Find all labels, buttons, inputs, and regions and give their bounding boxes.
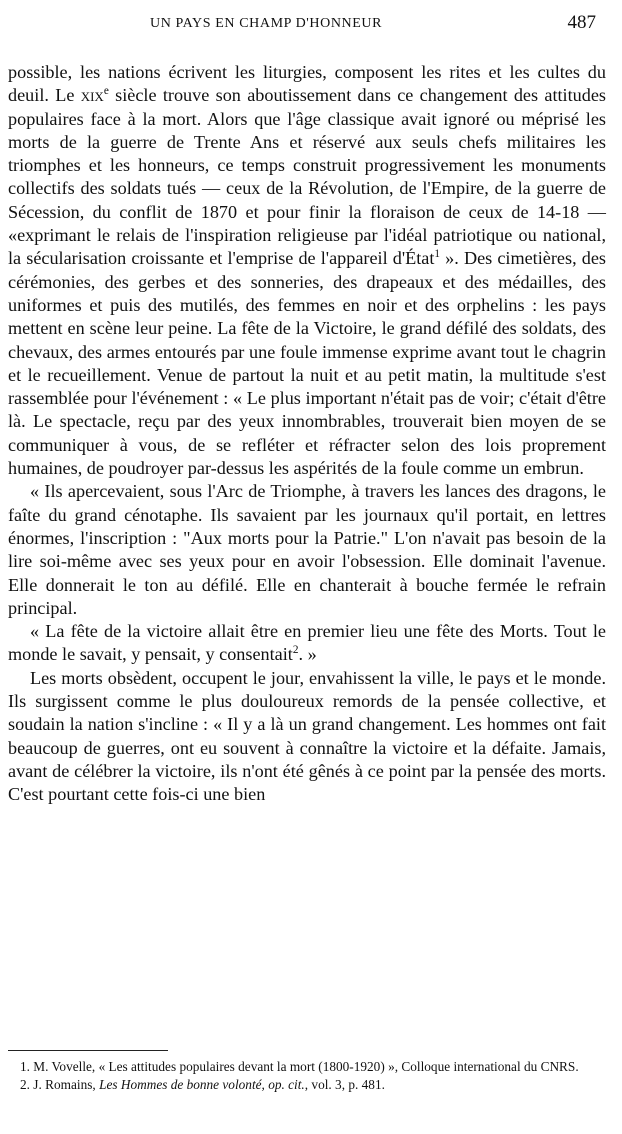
footnote-1-text: M. Vovelle, « Les attitudes populaires devant la mort (1800-1920) », Colloque international du CNRS. xyxy=(29,1059,579,1074)
footnote-2-title: Les Hommes de bonne volonté, op. cit. xyxy=(99,1076,305,1092)
footnote-1 xyxy=(8,1058,606,1076)
footnote-ref-1[interactable]: 1 xyxy=(434,248,441,261)
footnote-ref-2[interactable]: 2 xyxy=(292,644,299,657)
footnote-2-text-b: , vol. 3, p. 481. xyxy=(304,1076,385,1092)
footnote-2-number: 2. xyxy=(20,1076,30,1092)
running-head: UN PAYS EN CHAMP D'HONNEUR xyxy=(150,16,383,31)
page-number: 487 xyxy=(567,12,596,33)
paragraph-3-part-b: . » xyxy=(298,644,317,665)
paragraph-3-part-a: « La fête de la victoire allait être en premier lieu une fête des Morts. Tout le monde le savait, y pensait, y consentait xyxy=(8,621,606,665)
footnote-2 xyxy=(8,1076,606,1094)
century-superscript: e xyxy=(103,85,109,98)
century-numeral: xix xyxy=(80,85,104,106)
paragraph-1-part-b: siècle trouve son aboutissement dans ce changement des attitudes populaires face à la mort. Alors que l'âge classique avait ignoré ou méprisé les morts de la guerre de Trente Ans et réservé aux seuls chefs militaires les triomphes et les honneurs, ce temps construit progressivement les monuments collectifs des soldats tués — ceux de la Révolution, de l'Empire, de la guerre de Sécession, du conflit de 1870 et pour finir la floraison de ceux de 14-18 — «exprimant le relais de l'inspiration religieuse par l'idéal patriotique ou national, la sécularisation croissante et l'emprise de l'appareil d'État xyxy=(8,85,606,269)
body-text xyxy=(8,61,606,807)
paragraph-4: Les morts obsèdent, occupent le jour, envahissent la ville, le pays et le monde. Ils surgissent comme le plus douloureux remords de la pensée collective, et soudain la nation s'incline : « Il y a là un grand changement. Les hommes ont fait beaucoup de guerres, ont eu souvent à connaître la victoire et la défaite. Jamais, avant de célébrer la victoire, ils n'ont été gênés à ce point par la pensée des morts. C'est pourtant cette fois-ci une bien xyxy=(8,667,606,805)
footnote-1-number: 1. xyxy=(20,1059,30,1074)
paragraph-1 xyxy=(8,61,606,480)
footnote-divider xyxy=(8,1050,168,1051)
page-header xyxy=(0,10,622,40)
paragraph-2: « Ils apercevaient, sous l'Arc de Triomphe, à travers les lances des dragons, le faîte du grand cénotaphe. Ils savaient par les journaux qu'il portait, en lettres énormes, l'inscription : "Aux morts pour la Patrie." L'on n'avait pas besoin de la lire soi-même avec ses yeux pour en avoir l'obsession. Elle dominait l'avenue. Elle donnerait le ton au défilé. Elle en chanterait à bouche fermée le refrain principal. xyxy=(8,481,606,618)
footnotes xyxy=(8,1058,606,1093)
paragraph-1-part-c: ». Des cimetières, des cérémonies, des gerbes et des sonneries, des drapeaux et des médailles, des uniformes et puis des mutilés, des femmes en noir et des orphelins : les pays mettent en scène leur peine. La fête de la Victoire, le grand défilé des soldats, des chevaux, des armes entourés par une foule immense exprime avant tout le chagrin et le recueillement. Venue de partout la nuit et au petit matin, la multitude s'est rassemblée pour l'événement : « Le plus important n'était pas de voir; c'était d'être là. Le spectacle, reçu par des yeux innombrables, trouverait bien moyen de se communiquer à vous, de se refléter et réfracter selon des lois proprement humaines, de poudroyer par-dessus les aspérités de la foule comme un embrun. xyxy=(8,248,606,479)
paragraph-3 xyxy=(8,620,606,667)
paragraph-1-part-a: possible, les nations écrivent les liturgies, composent les rites et les cultes du deuil. Le xyxy=(8,62,606,106)
footnote-2-text-a: J. Romains, xyxy=(29,1076,100,1092)
